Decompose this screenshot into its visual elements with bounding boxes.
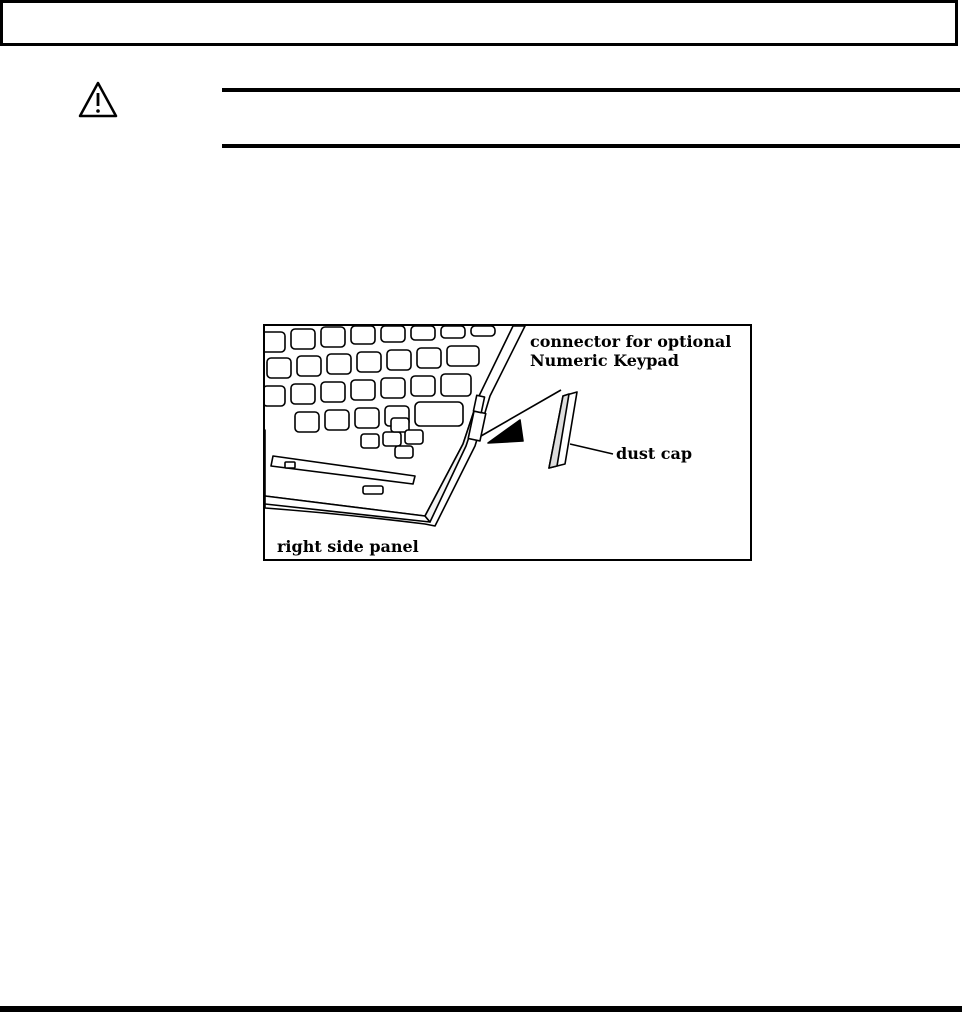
keyboard-figure [263,324,752,561]
footer-rule [0,1006,962,1012]
connector-label-line2: Numeric Keypad [530,351,679,370]
page-header-box [0,0,958,46]
connector-label-line1: connector for optional [530,332,732,351]
connector-label [530,332,731,370]
dust-cap-label: dust cap [616,444,693,463]
side-panel-label: right side panel [277,537,419,556]
warning-rule-bottom [222,144,960,148]
warning-rule-top [222,88,960,92]
warning-triangle-icon [78,80,118,120]
